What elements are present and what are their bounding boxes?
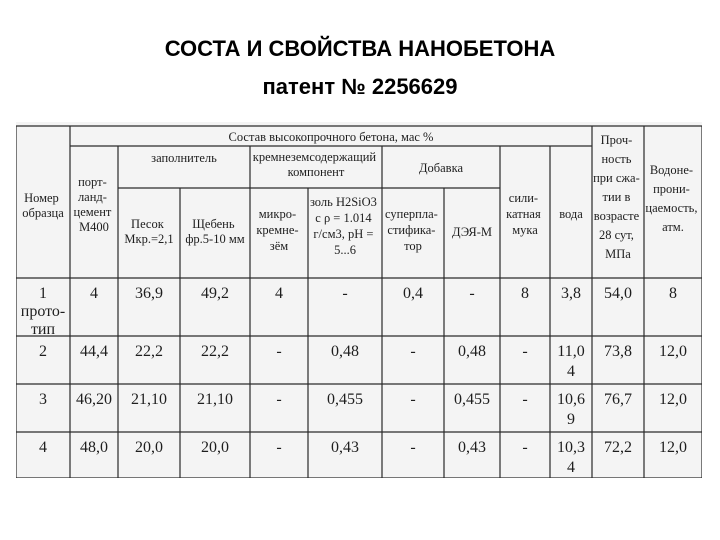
cell-superplast: - <box>410 343 416 360</box>
cell-sand: 22,2 <box>135 343 163 360</box>
cell-flour: 8 <box>521 285 529 302</box>
cell-sol: 0,455 <box>327 391 363 408</box>
cell-gravel: 49,2 <box>201 285 229 302</box>
cell-strength: 72,2 <box>604 439 632 456</box>
cell-dea: 0,48 <box>458 343 486 360</box>
cell-flour: - <box>522 391 528 408</box>
header-superplast: суперпла- стифика- тор <box>385 207 438 253</box>
cell-water: 4 <box>567 459 575 476</box>
cell-sample: тип <box>30 321 56 338</box>
cell-imperm: 12,0 <box>659 343 687 360</box>
cell-water: 10,6 <box>557 391 585 408</box>
cell-imperm: 12,0 <box>659 439 687 456</box>
cell-cement: 4 <box>90 285 98 302</box>
cell-sample: 2 <box>39 343 47 360</box>
header-flour: сили- катная мука <box>506 191 541 237</box>
cell-sample: 4 <box>39 439 47 456</box>
cell-superplast: - <box>410 439 416 456</box>
cell-sol: - <box>342 285 348 302</box>
header-microsilica: микро- кремне- зём <box>256 207 299 253</box>
patent-number: патент № 2256629 <box>262 74 458 99</box>
cell-sand: 21,10 <box>131 391 167 408</box>
cell-sand: 20,0 <box>135 439 163 456</box>
header-sand: Песок Мкр.=2,1 <box>124 217 174 246</box>
cell-imperm: 8 <box>669 285 677 302</box>
cell-strength: 73,8 <box>604 343 632 360</box>
cell-superplast: 0,4 <box>403 285 423 302</box>
cell-sample: 1 <box>39 285 47 302</box>
cell-microsilica: - <box>276 343 282 360</box>
cell-dea: 0,455 <box>454 391 490 408</box>
cell-dea: - <box>469 285 475 302</box>
header-strength: Проч- ность при сжа- тии в возрасте 28 сут, МПа <box>593 133 640 261</box>
header-dea: ДЭЯ-М <box>451 225 493 239</box>
header-impermeability: Водоне- прони- цаемость, атм. <box>645 163 698 234</box>
cell-sol: 0,48 <box>331 343 359 360</box>
cell-gravel: 20,0 <box>201 439 229 456</box>
header-silica-group: кремнеземсодержащий компонент <box>252 150 377 179</box>
cell-sand: 36,9 <box>135 285 163 302</box>
cell-flour: - <box>522 343 528 360</box>
cell-cement: 46,20 <box>76 391 112 408</box>
cell-gravel: 22,2 <box>201 343 229 360</box>
composition-table <box>16 122 702 478</box>
cell-cement: 48,0 <box>80 439 108 456</box>
cell-strength: 54,0 <box>604 285 632 302</box>
header-cement: порт- ланд- цемент М400 <box>73 175 112 234</box>
header-filler-group: заполнитель <box>151 151 217 165</box>
cell-water: 3,8 <box>561 285 581 302</box>
cell-superplast: - <box>410 391 416 408</box>
cell-microsilica: - <box>276 439 282 456</box>
header-sample: Номер образца <box>22 191 64 220</box>
header-gravel: Щебень фр.5-10 мм <box>185 217 245 246</box>
cell-water: 9 <box>567 411 575 428</box>
header-additive-group: Добавка <box>418 161 464 175</box>
cell-water: 4 <box>567 363 575 380</box>
table-body <box>21 285 687 476</box>
cell-cement: 44,4 <box>80 343 108 360</box>
header-water: вода <box>559 207 583 221</box>
cell-flour: - <box>522 439 528 456</box>
cell-water: 11,0 <box>557 343 585 360</box>
cell-strength: 76,7 <box>604 391 632 408</box>
cell-sample: 3 <box>39 391 47 408</box>
cell-microsilica: - <box>276 391 282 408</box>
cell-dea: 0,43 <box>458 439 486 456</box>
cell-sample: прото- <box>20 303 66 320</box>
cell-imperm: 12,0 <box>659 391 687 408</box>
cell-sol: 0,43 <box>331 439 359 456</box>
cell-microsilica: 4 <box>275 285 283 302</box>
page-title: СОСТА И СВОЙСТВА НАНОБЕТОНА <box>164 36 556 61</box>
header-sol: золь H2SiO3 с ρ = 1.014 г/см3, pH = 5...6 <box>309 195 377 257</box>
top-header: Состав высокопрочного бетона, мас % <box>228 130 434 144</box>
cell-gravel: 21,10 <box>197 391 233 408</box>
cell-water: 10,3 <box>557 439 585 456</box>
